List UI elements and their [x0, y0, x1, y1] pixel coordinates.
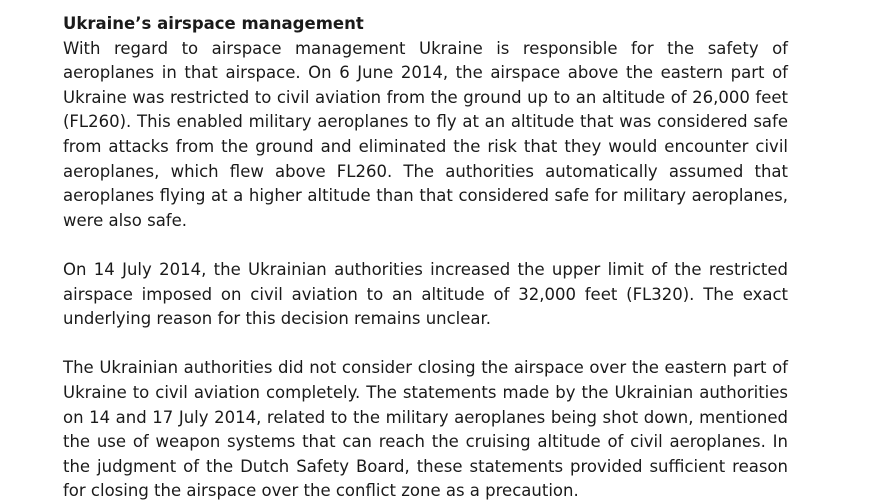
section-heading: Ukraine’s airspace management — [63, 14, 364, 33]
document-section — [63, 12, 788, 504]
paragraph-limit-increase: On 14 July 2014, the Ukrainian authorities increased the upper limit of the restricted airspace imposed on civil aviation to an altitude of 32,000 feet (FL320). The exact underlying reason for this decision remains unclear. — [63, 259, 788, 329]
paragraph-airspace-restriction: With regard to airspace management Ukraine is responsible for the safety of aeroplanes in that airspace. On 6 June 2014, the airspace above the eastern part of Ukraine was restricted to civil aviation from the ground up to an altitude of 26,000 feet (FL260). This enabled military aeroplanes to fly at an altitude that was considered safe from attacks from the ground and eliminated the risk that they would encounter civil aeroplanes, which flew above FL260. The authorities automatically assumed that aeroplanes flying at a higher altitude than that considered safe for military aeroplanes, were also safe. — [63, 38, 788, 230]
paragraph-closure-consideration: The Ukrainian authorities did not consider closing the airspace over the eastern part of Ukraine to civil aviation completely. The statements made by the Ukrainian authorities on 14 and 17 July 2014, related to the military aeroplanes being shot down, mentioned the use of weapon systems that can reach the cruising altitude of civil aeroplanes. In the judgment of the Dutch Safety Board, these statements provided sufficient reason for closing the airspace over the conflict zone as a precaution. — [63, 358, 788, 501]
